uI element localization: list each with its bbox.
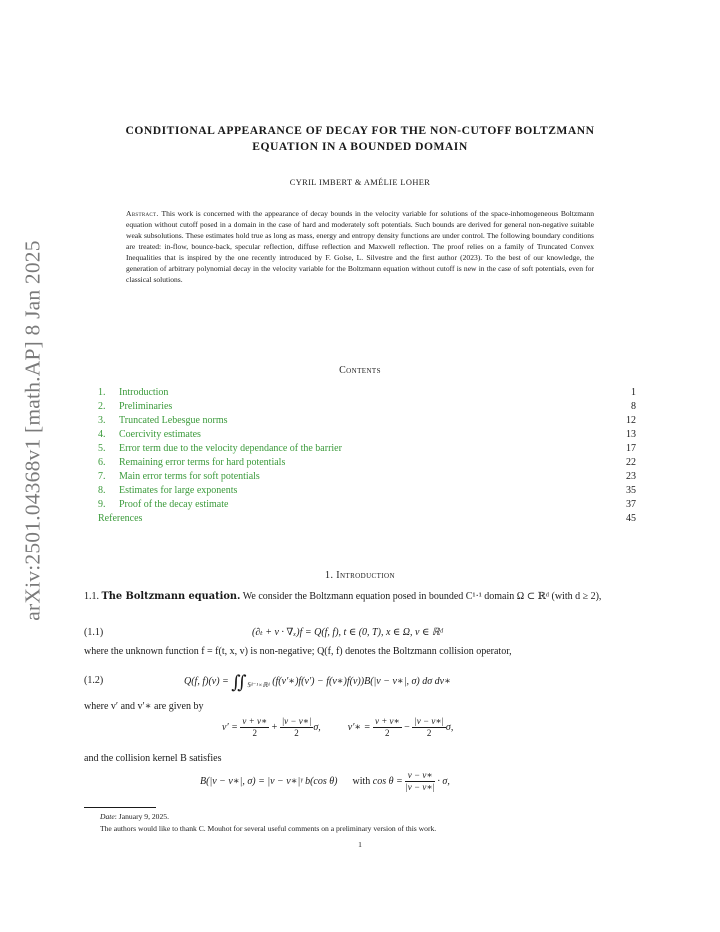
fraction: $\frac{v + v∗}{2}$ <box>374 716 400 738</box>
equation-body: v′ = $\frac{v + v∗}{2}$ + $\frac{|v - v∗|}{2}$ σ, v′∗ = $\frac{v + v∗}{2}$ − $\frac{|v - v∗|}{2}$ σ, <box>222 716 454 738</box>
toc-entry-link[interactable]: Truncated Lebesgue norms <box>119 415 228 426</box>
fraction: $\frac{|v - v∗|}{2}$ <box>414 716 444 738</box>
intro-paragraph <box>84 590 636 604</box>
toc-entry[interactable] <box>98 386 636 400</box>
footnote-date <box>100 811 636 822</box>
arxiv-identifier-text: arXiv:2501.04368v1 [math.AP] 8 Jan 2025 <box>20 239 45 621</box>
toc-entry-link[interactable]: Introduction <box>119 387 169 398</box>
toc-entry-number: 1. <box>98 387 106 398</box>
toc-entry-link[interactable]: Error term due to the velocity dependance of the barrier <box>119 443 342 454</box>
toc-entry[interactable] <box>98 456 636 470</box>
toc-entry-link[interactable]: Coercivity estimates <box>119 429 201 440</box>
table-of-contents <box>98 386 636 526</box>
abstract-label: Abstract. <box>126 209 159 218</box>
abstract <box>126 208 594 285</box>
intro-text: We consider the Boltzmann equation posed in bounded C¹·¹ domain Ω ⊂ ℝᵈ (with d ≥ 2), <box>242 591 602 602</box>
section-heading: 1. Introduction <box>325 570 395 581</box>
toc-entry[interactable] <box>98 484 636 498</box>
subsection-title: The Boltzmann equation. <box>101 591 241 602</box>
footnote-date-value: : January 9, 2025. <box>114 812 169 821</box>
toc-entry-number: 8. <box>98 485 106 496</box>
toc-entry-link[interactable]: Remaining error terms for hard potentials <box>119 457 286 468</box>
toc-entry-page: 45 <box>626 513 636 524</box>
toc-entry-number: 2. <box>98 401 106 412</box>
integration-domain: 𝕊ᵈ⁻¹×ℝᵈ <box>246 682 270 689</box>
v-prime-star-lhs: v′∗ = <box>347 721 371 733</box>
toc-entry-link[interactable]: Estimates for large exponents <box>119 485 238 496</box>
authors: CYRIL IMBERT & AMÉLIE LOHER <box>289 178 431 187</box>
footnote-date-label: Date <box>100 812 115 821</box>
toc-entry[interactable] <box>98 498 636 512</box>
double-integral-symbol: ∬ <box>231 672 247 692</box>
toc-entry[interactable] <box>98 400 636 414</box>
toc-entry-number: 7. <box>98 471 106 482</box>
toc-entry-page: 8 <box>631 401 636 412</box>
eq2-lhs: Q(f, f)(v) = <box>184 676 229 687</box>
toc-entry-page: 37 <box>626 499 636 510</box>
toc-entry-page: 22 <box>626 457 636 468</box>
toc-entry[interactable] <box>98 428 636 442</box>
equation-body <box>184 672 451 693</box>
toc-entry-number: 5. <box>98 443 106 454</box>
subsection-number: 1.1. <box>84 591 99 602</box>
equation-post-collision-velocities <box>84 716 636 744</box>
toc-entry-page: 12 <box>626 415 636 426</box>
equation-body <box>200 770 450 793</box>
title-line-2: EQUATION IN A BOUNDED DOMAIN <box>252 140 468 153</box>
equation-number: (1.2) <box>84 675 104 686</box>
equation-collision-kernel <box>84 770 636 798</box>
paragraph-after-eq3: and the collision kernel B satisfies <box>84 753 222 764</box>
toc-entry-number: 3. <box>98 415 106 426</box>
footnote-thanks: The authors would like to thank C. Mouhot for several useful comments on a preliminary version of this work. <box>100 824 437 833</box>
fraction: $\frac{v + v∗}{2}$ <box>242 716 268 738</box>
fraction: $\frac{v - v∗}{|v - v∗|}$ <box>405 770 435 792</box>
toc-entry-references[interactable] <box>98 512 636 526</box>
fraction: $\frac{|v - v∗|}{2}$ <box>281 716 312 738</box>
toc-entry-number: 6. <box>98 457 106 468</box>
toc-entry-number: 9. <box>98 499 106 510</box>
equation-1-2 <box>84 672 636 696</box>
toc-entry[interactable] <box>98 470 636 484</box>
paragraph-after-eq1: where the unknown function f = f(t, x, v) is non-negative; Q(f, f) denotes the Boltzmann collision operator, <box>84 646 512 657</box>
toc-entry-link[interactable]: Proof of the decay estimate <box>119 499 229 510</box>
cos-theta: cos θ = <box>372 775 403 787</box>
toc-entry-link[interactable]: Preliminaries <box>119 401 173 412</box>
footnote-rule <box>84 807 156 808</box>
kernel-definition: B(|v − v∗|, σ) = |v − v∗|ᵞ b(cos θ) <box>200 775 338 787</box>
toc-entry-link[interactable]: References <box>98 513 143 524</box>
eq2-rhs: (f(v′∗)f(v′) − f(v∗)f(v))B(|v − v∗|, σ) dσ dv∗ <box>272 676 451 687</box>
kernel-tail: · σ, <box>437 775 450 787</box>
paragraph-after-eq2: where v′ and v′∗ are given by <box>84 701 204 712</box>
title-line-1: CONDITIONAL APPEARANCE OF DECAY FOR THE NON-CUTOFF BOLTZMANN <box>125 124 595 137</box>
toc-entry-link[interactable]: Main error terms for soft potentials <box>119 471 260 482</box>
toc-entry-page: 23 <box>626 471 636 482</box>
toc-entry-page: 35 <box>626 485 636 496</box>
toc-entry-page: 1 <box>631 387 636 398</box>
arxiv-identifier <box>18 220 48 640</box>
equation-body: (∂ₜ + v · ∇ₓ)f = Q(f, f), t ∈ (0, T), x ∈ Ω, v ∈ ℝᵈ <box>252 627 443 638</box>
equation-1-1 <box>84 627 636 641</box>
contents-heading: Contents <box>339 365 381 376</box>
paper-title <box>84 123 636 155</box>
abstract-text: This work is concerned with the appearance of decay bounds in the velocity variable for solutions of the space-inhomogeneous Boltzmann equation without cutoff posed in a domain in the case of hard and moderately soft potentials. Such bounds are derived for general non-negative suitable weak subsolutions. These estimates hold true as long as mass, energy and entropy density functions are under control. The following boundary conditions are treated: in-flow, bounce-back, specular reflection, diffuse reflection and Maxwell reflection. The proof relies on a family of Truncated Convex Inequalities that is inspired by the one recently introduced by F. Golse, L. Silvestre and the first author (2023). To the best of our knowledge, the generation of arbitrary polynomial decay in the velocity variable for the Boltzmann equation without cutoff is new in the case of soft potentials, even for classical solutions. <box>126 209 594 284</box>
toc-entry-number: 4. <box>98 429 106 440</box>
toc-entry-page: 17 <box>626 443 636 454</box>
v-prime-lhs: v′ = <box>222 721 238 733</box>
toc-entry[interactable] <box>98 442 636 456</box>
toc-entry[interactable] <box>98 414 636 428</box>
page-number: 1 <box>358 840 362 849</box>
equation-number: (1.1) <box>84 627 104 638</box>
with-word: with <box>352 775 371 787</box>
toc-entry-page: 13 <box>626 429 636 440</box>
